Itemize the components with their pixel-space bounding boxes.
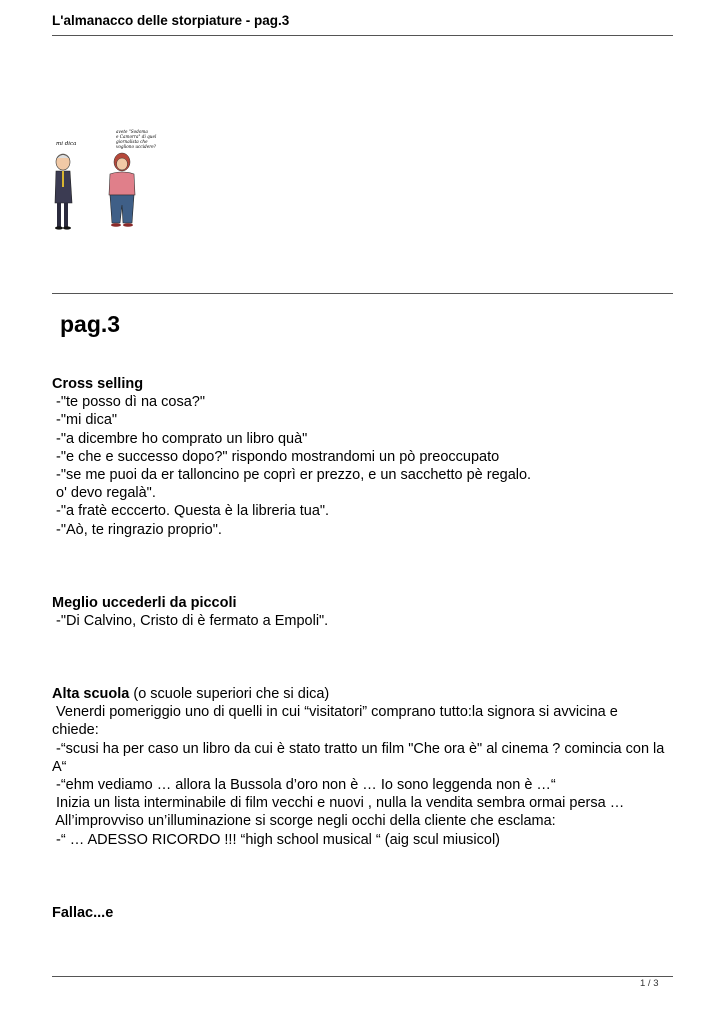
section-title-suffix: (o scuole superiori che si dica) <box>129 686 330 702</box>
text-line: -"te posso dì na cosa?" <box>52 394 205 411</box>
text-line: A“ <box>52 758 67 775</box>
text-line: -“ … ADESSO RICORDO !!! “high school musical “ (aig scul miusicol) <box>52 831 500 848</box>
section-alta-scuola <box>52 685 677 849</box>
text-line: o' devo regalà". <box>52 485 156 502</box>
text-line: -"a dicembre ho comprato un libro quà" <box>52 430 308 447</box>
page-heading: pag.3 <box>60 311 121 337</box>
footer-divider <box>52 976 673 977</box>
text-line: All’improvviso un’illuminazione si scorge negli occhi della cliente che esclama: <box>52 813 556 830</box>
text-line: -"se me puoi da er talloncino pe coprì er prezzo, e un sacchetto pè regalo. <box>52 467 532 484</box>
text-line: -"e che e successo dopo?" rispondo mostrandomi un pò preoccupato <box>52 448 500 465</box>
section-fallace <box>52 904 677 922</box>
section-title: Alta scuola <box>52 686 130 702</box>
text-line: -“ehm vediamo … allora la Bussola d’oro non è … Io sono leggenda non è …“ <box>52 777 556 794</box>
text-line: -“scusi ha per caso un libro da cui è stato tratto un film "Che ora è" al cinema ? comincia con la <box>52 740 665 757</box>
cartoon-man <box>55 154 72 230</box>
text-line: Venerdi pomeriggio uno di quelli in cui “visitatori” comprano tutto:la signora si avvicina e <box>52 704 618 721</box>
section-title: Meglio uccederli da piccoli <box>52 595 237 611</box>
cartoon-illustration <box>52 127 157 235</box>
cartoon-speech-right-2: e Camorra" di quel <box>116 134 157 139</box>
text-line: -"a fratè ecccerto. Questa è la libreria tua". <box>52 503 330 520</box>
section-title: Fallac...e <box>52 905 114 921</box>
cartoon-speech-right-1: avete "Sodoma <box>116 129 148 134</box>
text-line: -"mi dica" <box>52 412 118 429</box>
text-line: -"Di Calvino, Cristo di è fermato a Empoli". <box>52 613 329 630</box>
page-number: 1 / 3 <box>640 978 659 989</box>
text-line: chiede: <box>52 722 99 739</box>
section-meglio-uccederli <box>52 594 677 630</box>
cartoon-speech-right-4: vogliono uccidere? <box>116 144 156 149</box>
text-line: -"Aò, te ringrazio proprio". <box>52 521 222 538</box>
cartoon-speech-left: mi dica <box>56 141 77 147</box>
cartoon-woman <box>109 153 135 227</box>
page-header-title: L'almanacco delle storpiature - pag.3 <box>52 13 290 28</box>
section-title-row <box>52 685 677 703</box>
header-divider <box>52 35 673 36</box>
cartoon-speech-right-3: giornalista che <box>116 139 148 144</box>
text-line: Inizia un lista interminabile di film vecchi e nuovi , nulla la vendita sembra ormai persa … <box>52 795 625 812</box>
content-divider <box>52 293 673 294</box>
section-cross-selling <box>52 375 677 539</box>
section-title: Cross selling <box>52 376 144 392</box>
